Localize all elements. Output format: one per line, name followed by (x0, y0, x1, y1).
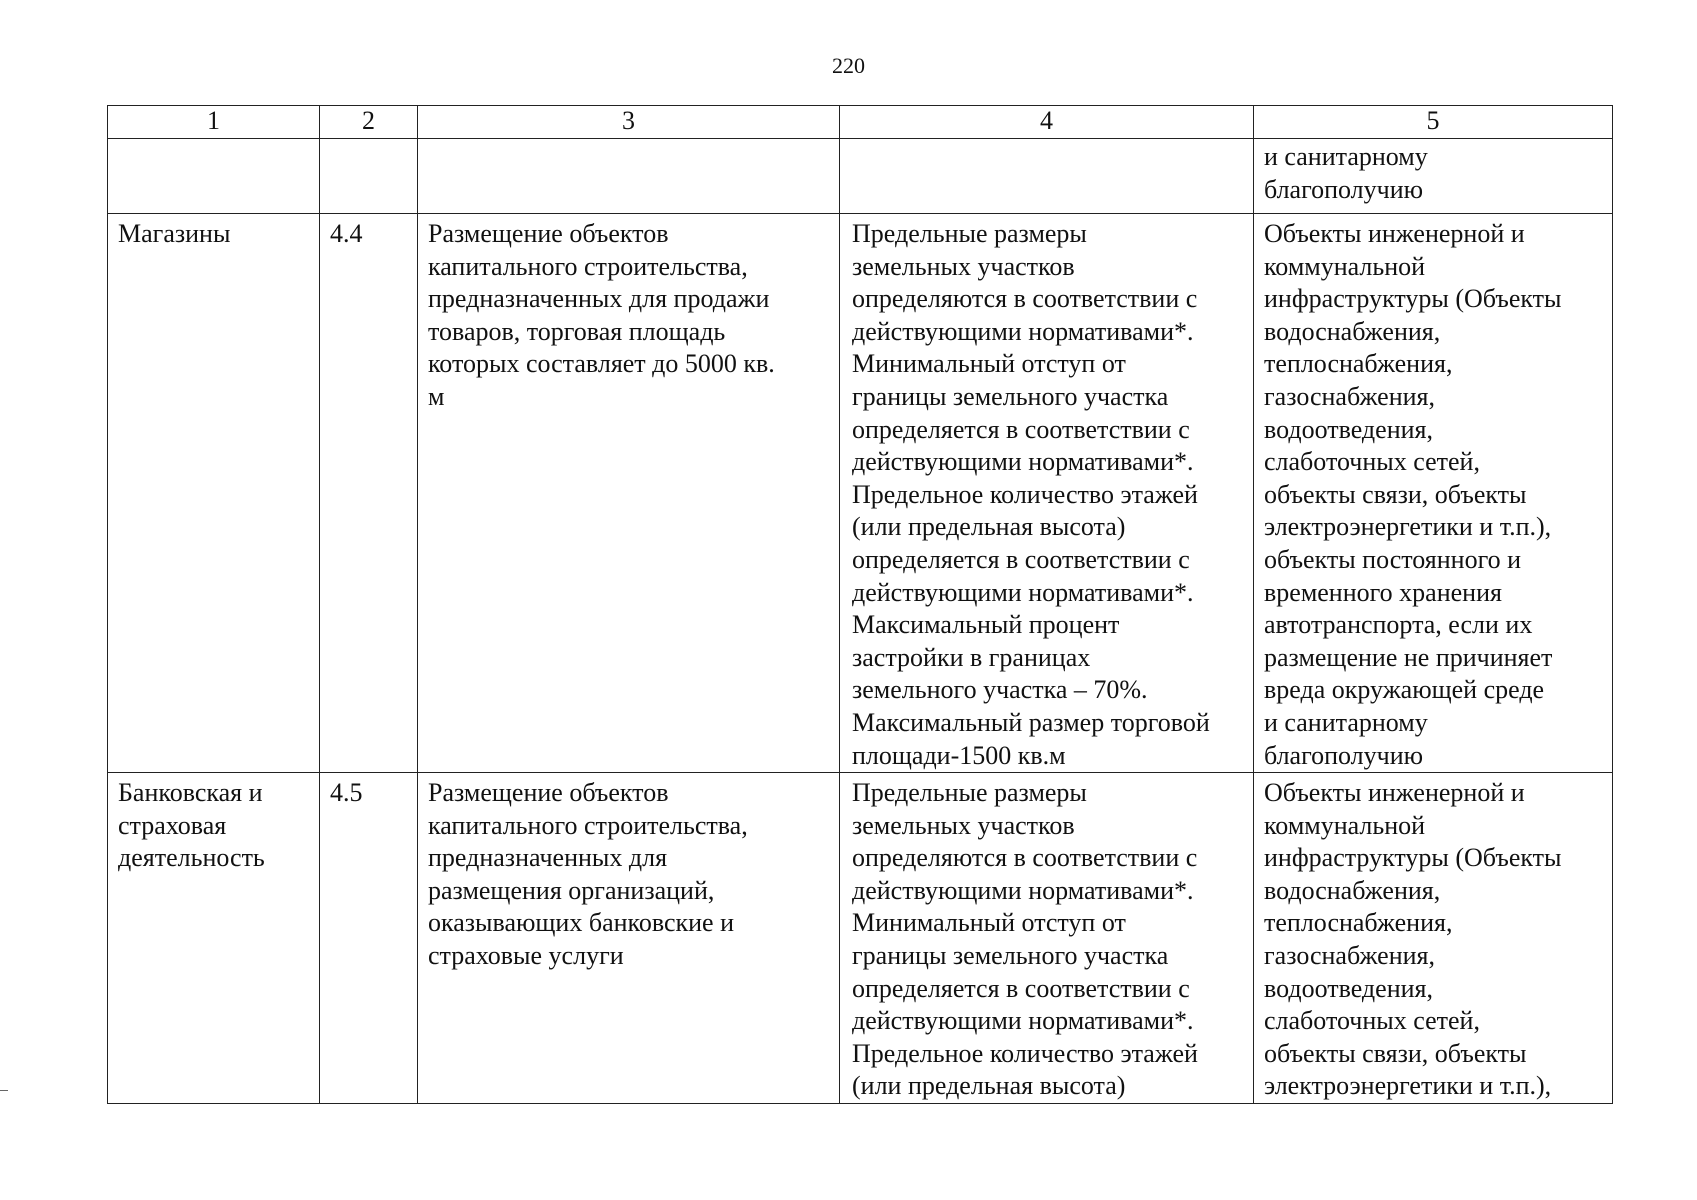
table-row-banking (108, 773, 1613, 1104)
cell-auxiliary-uses: Объекты инженерной и коммунальной инфраструктуры (Объекты водоснабжения, теплоснабжения, газоснабжения, водоотведения, слаботочных сетей, объекты связи, объекты электроэнергетики и т.п.), объекты постоянного и временного хранения автотранспорта, если их размещение не причиняет вреда окружающей среде и санитарному благополучию (1254, 214, 1613, 773)
cell-parameters: Предельные размеры земельных участков определяются в соответствии с действующими нормативами*. Минимальный отступ от границы земельного участка определяется в соответствии с действующими нормативами*. Предельное количество этажей (или предельная высота) (840, 773, 1254, 1104)
cell-parameters: Предельные размеры земельных участков определяются в соответствии с действующими нормативами*. Минимальный отступ от границы земельного участка определяется в соответствии с действующими нормативами*. Предельное количество этажей (или предельная высота) определяется в соответствии с действующими нормативами*. Максимальный процент застройки в границах земельного участка – 70%. Максимальный размер торговой площади-1500 кв.м (840, 214, 1254, 773)
land-use-table (107, 105, 1613, 1104)
cell-auxiliary-uses: Объекты инженерной и коммунальной инфраструктуры (Объекты водоснабжения, теплоснабжения, газоснабжения, водоотведения, слаботочных сетей, объекты связи, объекты электроэнергетики и т.п.), (1254, 773, 1613, 1104)
cell-use-description: Размещение объектов капитального строительства, предназначенных для размещения организаций, оказывающих банковские и страховые услуги (418, 773, 840, 1104)
cell-use-code (320, 139, 418, 214)
page-number: 220 (832, 53, 865, 78)
cell-use-name: Магазины (108, 214, 320, 773)
table-header-row (108, 106, 1613, 139)
column-header-5: 5 (1254, 106, 1613, 139)
cell-use-description: Размещение объектов капитального строительства, предназначенных для продажи товаров, торговая площадь которых составляет до 5000 кв. м (418, 214, 840, 773)
table-row-continuation (108, 139, 1613, 214)
column-header-3: 3 (418, 106, 840, 139)
column-header-4: 4 (840, 106, 1254, 139)
cell-use-name (108, 139, 320, 214)
column-header-1: 1 (108, 106, 320, 139)
scan-margin-mark (0, 1090, 8, 1091)
cell-use-code: 4.5 (320, 773, 418, 1104)
table-row-shops (108, 214, 1613, 773)
cell-parameters (840, 139, 1254, 214)
cell-auxiliary-uses: и санитарному благополучию (1254, 139, 1613, 214)
cell-use-description (418, 139, 840, 214)
cell-use-name: Банковская и страховая деятельность (108, 773, 320, 1104)
column-header-2: 2 (320, 106, 418, 139)
cell-use-code: 4.4 (320, 214, 418, 773)
